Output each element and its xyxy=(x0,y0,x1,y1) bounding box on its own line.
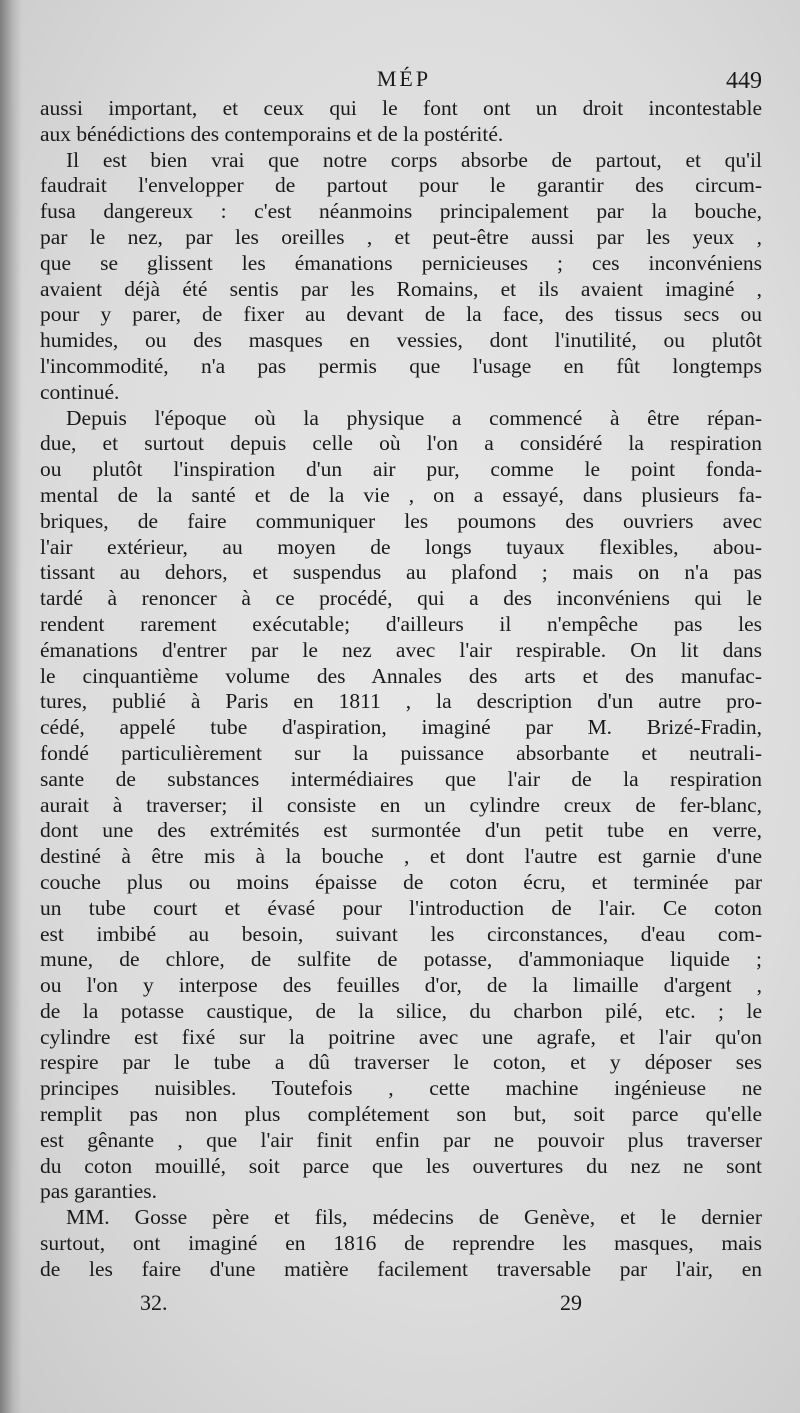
text-line: l'incommodité, n'a pas permis que l'usage en fût longtemps xyxy=(40,353,762,378)
text-line: pas garanties. xyxy=(40,1179,158,1204)
text-line: continué. xyxy=(40,379,120,404)
text-line: aurait à traverser; il consiste en un cylindre creux de fer-blanc, xyxy=(40,792,762,817)
text-line: surtout, ont imaginé en 1816 de reprendre les masques, mais xyxy=(40,1231,762,1256)
text-line: Il est bien vrai que notre corps absorbe de partout, et qu'il xyxy=(66,147,762,172)
text-line: l'air extérieur, au moyen de longs tuyaux flexibles, abou- xyxy=(40,534,762,559)
page-number: 449 xyxy=(726,68,762,94)
text-line: de la potasse caustique, de la silice, du charbon pilé, etc. ; le xyxy=(40,998,762,1023)
text-line: émanations d'entrer par le nez avec l'air respirable. On lit dans xyxy=(40,637,762,662)
page-footer xyxy=(40,1290,762,1320)
text-line: fusa dangereux : c'est néanmoins principalement par la bouche, xyxy=(40,199,762,224)
text-line: de les faire d'une matière facilement traversable par l'air, en xyxy=(40,1256,762,1281)
text-line: couche plus ou moins épaisse de coton écru, et terminée par xyxy=(40,869,762,894)
signature-mark: 32. xyxy=(140,1290,168,1315)
text-line: humides, ou des masques en vessies, dont l'inutilité, ou plutôt xyxy=(40,328,762,353)
text-line: ou plutôt l'inspiration d'un air pur, comme le point fonda- xyxy=(40,457,762,482)
text-line: pour y parer, de fixer au devant de la face, des tissus secs ou xyxy=(40,302,762,327)
running-head: MÉP xyxy=(376,66,432,91)
text-line: principes nuisibles. Toutefois , cette machine ingénieuse ne xyxy=(40,1076,762,1101)
text-line: avaient déjà été sentis par les Romains, et ils avaient imaginé , xyxy=(40,276,762,301)
body-text xyxy=(40,96,762,1283)
text-line: fondé particulièrement sur la puissance absorbante et neutrali- xyxy=(40,740,762,765)
text-line: mental de la santé et de la vie , on a essayé, dans plusieurs fa- xyxy=(40,482,762,507)
page-gutter-shadow xyxy=(0,0,22,1413)
sheet-number: 29 xyxy=(560,1290,582,1315)
text-line: MM. Gosse père et fils, médecins de Genève, et le dernier xyxy=(66,1205,762,1230)
text-line: cylindre est fixé sur la poitrine avec une agrafe, et l'air qu'on xyxy=(40,1024,762,1049)
text-line: respire par le tube a dû traverser le coton, et y déposer ses xyxy=(40,1050,762,1075)
text-line: un tube court et évasé pour l'introduction de l'air. Ce coton xyxy=(40,895,762,920)
text-line: faudrait l'envelopper de partout pour le garantir des circum- xyxy=(40,173,762,198)
text-line: briques, de faire communiquer les poumons des ouvriers avec xyxy=(40,508,762,533)
text-line: destiné à être mis à la bouche , et dont l'autre est garnie d'une xyxy=(40,844,762,869)
text-line: Depuis l'époque où la physique a commencé à être répan- xyxy=(66,405,762,430)
text-line: est imbibé au besoin, suivant les circonstances, d'eau com- xyxy=(40,921,762,946)
text-line: dont une des extrémités est surmontée d'un petit tube en verre, xyxy=(40,818,762,843)
text-line: due, et surtout depuis celle où l'on a considéré la respiration xyxy=(40,431,762,456)
text-line: rendent rarement exécutable; d'ailleurs il n'empêche pas les xyxy=(40,611,762,636)
text-line: sante de substances intermédiaires que l'air de la respiration xyxy=(40,766,762,791)
text-line: aux bénédictions des contemporains et de la postérité. xyxy=(40,121,504,146)
text-line: que se glissent les émanations pernicieuses ; ces inconvéniens xyxy=(40,250,762,275)
text-line: tardé à renoncer à ce procédé, qui a des inconvéniens qui le xyxy=(40,586,762,611)
text-line: est gênante , que l'air finit enfin par ne pouvoir plus traverser xyxy=(40,1127,762,1152)
text-line: tissant au dehors, et suspendus au plafond ; mais on n'a pas xyxy=(40,560,762,585)
text-line: cédé, appelé tube d'aspiration, imaginé par M. Brizé-Fradin, xyxy=(40,715,762,740)
text-line: du coton mouillé, soit parce que les ouvertures du nez ne sont xyxy=(40,1153,762,1178)
text-line: par le nez, par les oreilles , et peut-être aussi par les yeux , xyxy=(40,224,762,249)
text-line: remplit pas non plus complétement son but, soit parce qu'elle xyxy=(40,1102,762,1127)
text-line: mune, de chlore, de sulfite de potasse, d'ammoniaque liquide ; xyxy=(40,947,762,972)
text-line: tures, publié à Paris en 1811 , la description d'un autre pro- xyxy=(40,689,762,714)
text-line: aussi important, et ceux qui le font ont un droit incontestable xyxy=(40,96,762,120)
text-line: ou l'on y interpose des feuilles d'or, de la limaille d'argent , xyxy=(40,973,762,998)
text-line: le cinquantième volume des Annales des arts et des manufac- xyxy=(40,663,762,688)
